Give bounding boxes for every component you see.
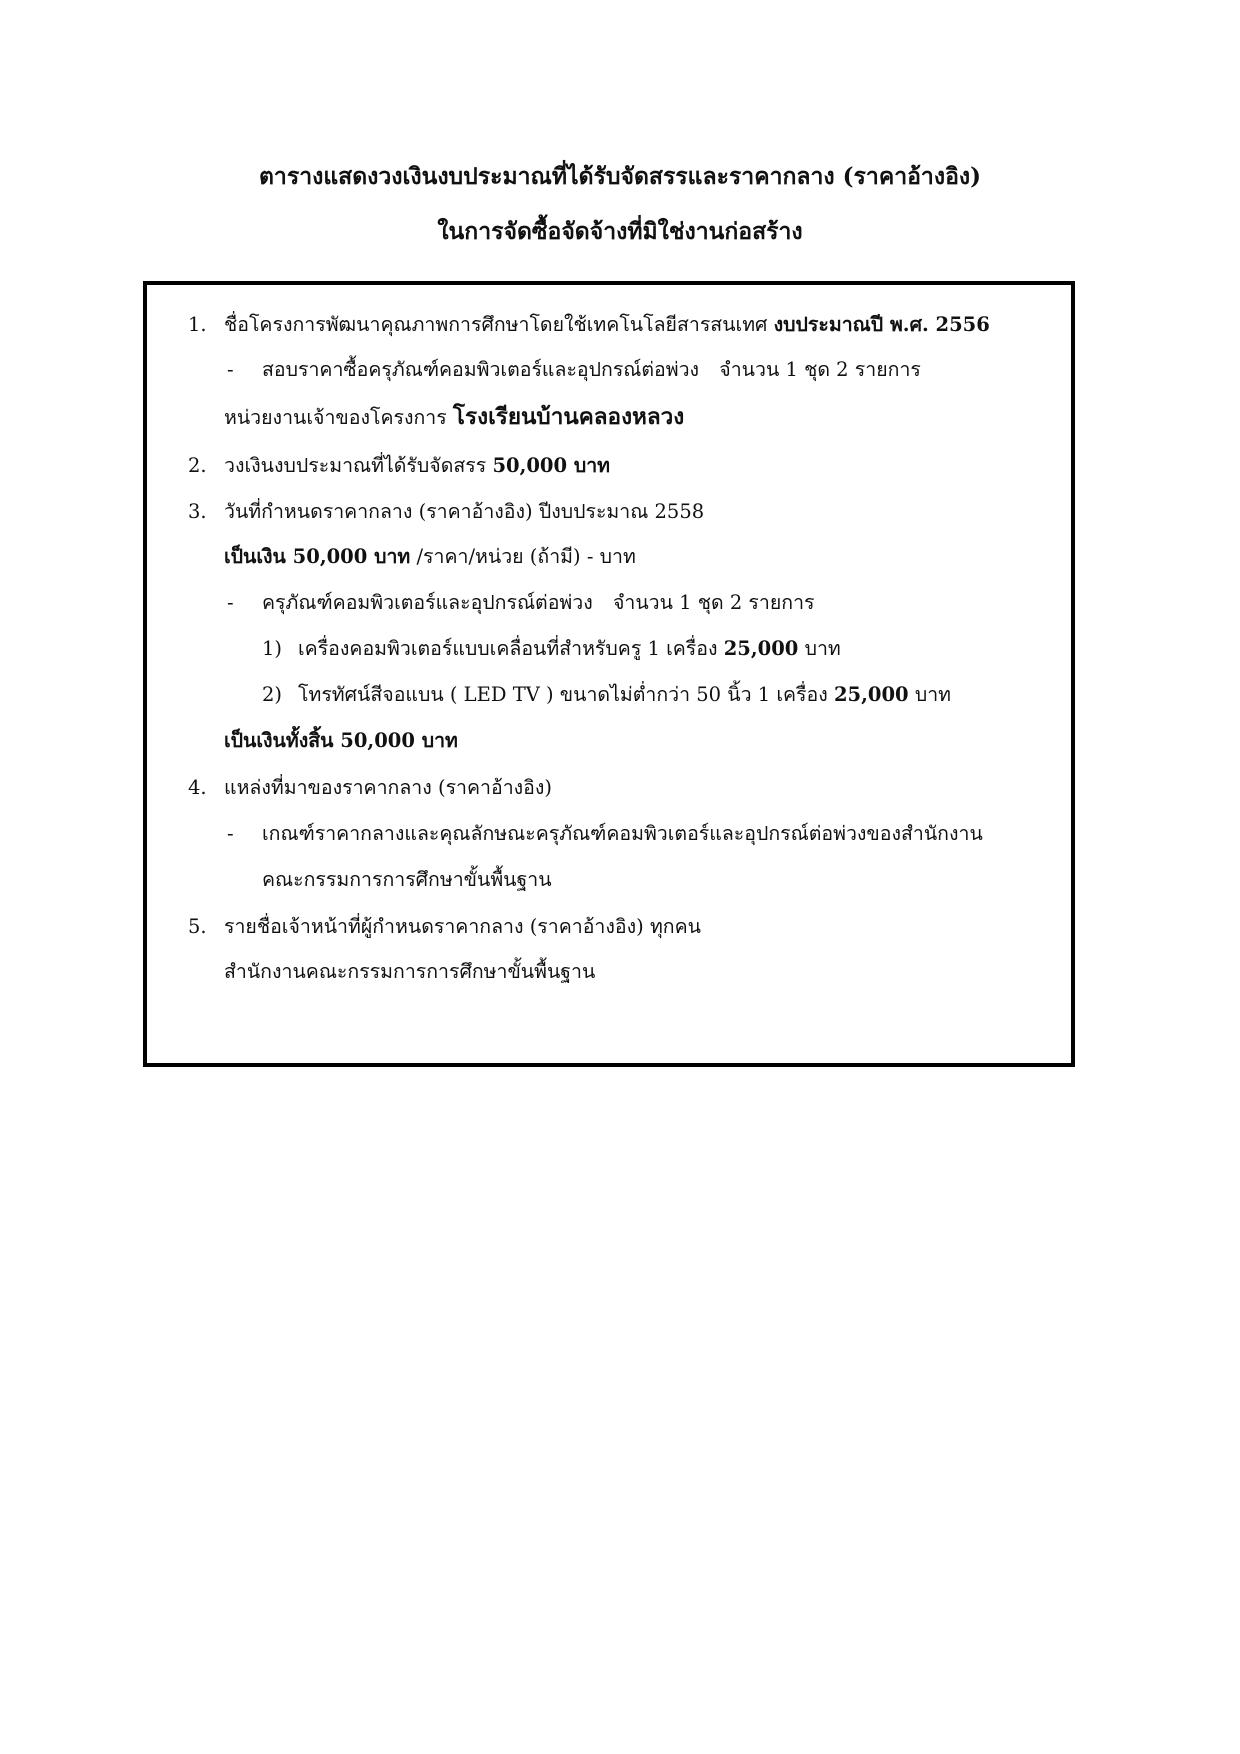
item-2-amount: 50,000 บาท: [492, 454, 611, 477]
item-5-text: รายชื่อเจ้าหน้าที่ผู้กำหนดราคากลาง (ราคาอ้างอิง) ทุกคน: [224, 915, 701, 938]
item-2-line: [224, 453, 610, 479]
item-1-owner-line: [224, 404, 684, 431]
item-4-sub-text: เกณฑ์ราคากลางและคุณลักษณะครุภัณฑ์คอมพิวเตอร์และอุปกรณ์ต่อพ่วงของสำนักงาน: [262, 822, 983, 845]
item-3-list-2-price: 25,000: [833, 683, 909, 706]
item-3-list-1-price: 25,000: [723, 637, 799, 660]
item-3-list-1-text: เครื่องคอมพิวเตอร์แบบเคลื่อนที่สำหรับครู 1 เครื่อง: [298, 637, 718, 660]
item-1-number: 1.: [188, 313, 207, 336]
item-3-list-2: [298, 682, 951, 708]
item-2-text: วงเงินงบประมาณที่ได้รับจัดสรร: [224, 454, 487, 477]
item-3-list-2-number: 2): [262, 683, 283, 706]
item-1-project-name: [224, 312, 990, 338]
item-4-dash: -: [227, 822, 234, 845]
item-3-number: 3.: [188, 500, 207, 523]
document-title-line-1: ตารางแสดงวงเงินงบประมาณที่ได้รับจัดสรรและราคากลาง (ราคาอ้างอิง): [258, 163, 982, 190]
item-1-owner-name: โรงเรียนบ้านคลองหลวง: [452, 404, 685, 430]
item-1-budget-year: งบประมาณปี พ.ศ. 2556: [773, 313, 990, 336]
item-3-list-1-number: 1): [262, 637, 283, 660]
item-3-dash: -: [227, 591, 234, 614]
item-5-organization: สำนักงานคณะกรรมการการศึกษาขั้นพื้นฐาน: [224, 960, 596, 983]
item-1-sub-text: สอบราคาซื้อครุภัณฑ์คอมพิวเตอร์และอุปกรณ์ต่อพ่วง: [262, 358, 700, 381]
content-frame: [143, 281, 1075, 1067]
item-3-money-rest: /ราคา/หน่วย (ถ้ามี) - บาท: [416, 545, 636, 568]
item-3-list-1: [298, 636, 841, 662]
item-4-text: แหล่งที่มาของราคากลาง (ราคาอ้างอิง): [224, 776, 553, 799]
item-3-total: เป็นเงินทั้งสิ้น 50,000 บาท: [224, 729, 458, 752]
item-1-dash: -: [227, 358, 234, 381]
item-1-sub-quantity: จำนวน 1 ชุด 2 รายการ: [719, 358, 921, 381]
item-3-sub-quantity: จำนวน 1 ชุด 2 รายการ: [612, 591, 815, 614]
item-3-list-2-text: โทรทัศน์สีจอแบน ( LED TV ) ขนาดไม่ต่ำกว่า 50 นิ้ว 1 เครื่อง: [298, 683, 828, 706]
item-3-list-1-unit: บาท: [804, 637, 841, 660]
item-3-sub-line: [262, 590, 815, 616]
item-1-owner-label: หน่วยงานเจ้าของโครงการ: [224, 406, 447, 429]
item-1-text: ชื่อโครงการพัฒนาคุณภาพการศึกษาโดยใช้เทคโนโลยีสารสนเทศ: [224, 313, 768, 336]
item-2-number: 2.: [188, 454, 207, 477]
item-5-number: 5.: [188, 915, 207, 938]
document-title-line-2: ในการจัดซื้อจัดจ้างที่มิใช่งานก่อสร้าง: [437, 218, 803, 245]
item-3-money-line: [224, 544, 636, 570]
item-1-sub-line: [262, 357, 921, 383]
item-4-sub-continuation: คณะกรรมการการศึกษาขั้นพื้นฐาน: [262, 868, 552, 891]
item-3-list-2-unit: บาท: [914, 683, 951, 706]
item-3-sub-text: ครุภัณฑ์คอมพิวเตอร์และอุปกรณ์ต่อพ่วง: [262, 591, 593, 614]
item-4-number: 4.: [188, 776, 207, 799]
item-3-text: วันที่กำหนดราคากลาง (ราคาอ้างอิง) ปีงบประมาณ 2558: [224, 500, 705, 523]
item-3-money-amount: เป็นเงิน 50,000 บาท: [224, 545, 411, 568]
